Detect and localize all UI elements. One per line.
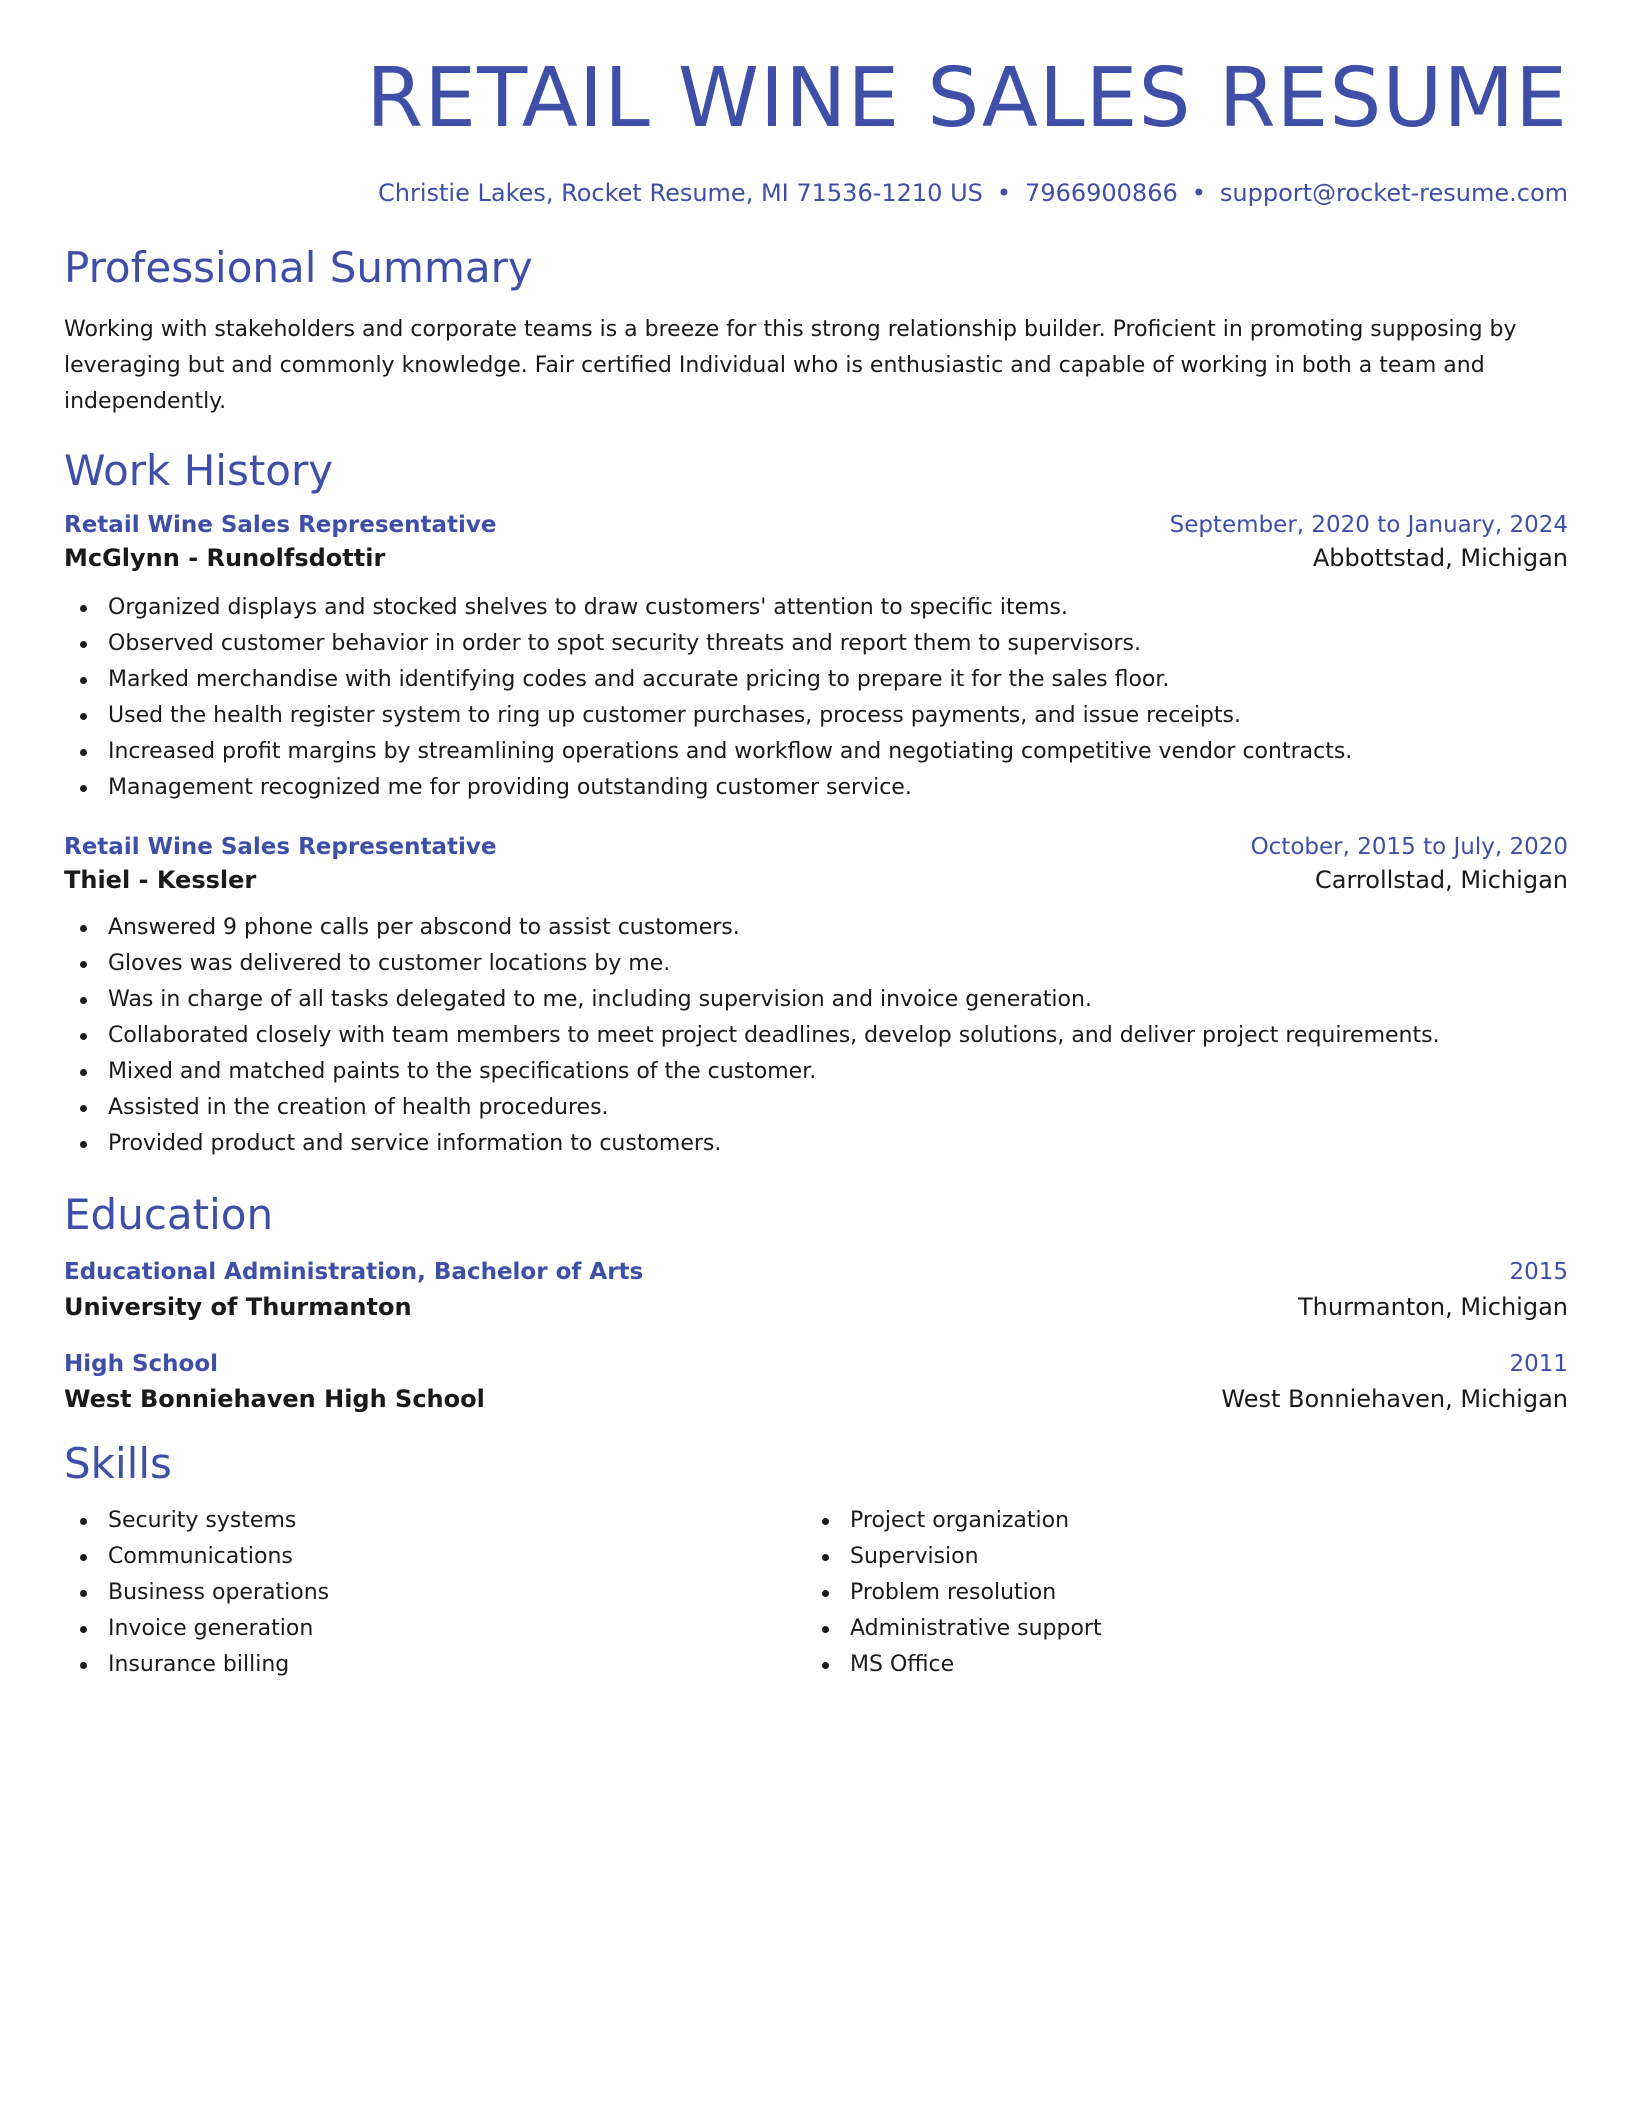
skills-list-left	[64, 1503, 806, 1683]
education-school-row	[64, 1385, 1568, 1413]
job-title: Retail Wine Sales Representative	[64, 512, 497, 539]
skill-item: Supervision	[806, 1539, 1548, 1575]
list-item: Assisted in the creation of health procedures.	[64, 1090, 1568, 1126]
job-header-row	[64, 512, 1568, 538]
job-company: McGlynn - Runolfsdottir	[64, 544, 386, 573]
resume-page	[64, 0, 1568, 1683]
list-item: Management recognized me for providing outstanding customer service.	[64, 770, 1568, 806]
contact-separator: •	[996, 179, 1012, 208]
education-location: Thurmanton, Michigan	[1298, 1292, 1568, 1321]
education-entry	[64, 1351, 1568, 1413]
contact-line	[64, 178, 1568, 209]
skill-item: Communications	[64, 1539, 806, 1575]
skill-item: Business operations	[64, 1575, 806, 1611]
skill-item: Project organization	[806, 1503, 1548, 1539]
summary-heading: Professional Summary	[64, 243, 533, 293]
list-item: Provided product and service information to customers.	[64, 1126, 1568, 1162]
skill-item: Insurance billing	[64, 1647, 806, 1683]
education-degree: Educational Administration, Bachelor of Arts	[64, 1258, 644, 1285]
list-item: Collaborated closely with team members to meet project deadlines, develop solutions, and deliver project requirements.	[64, 1018, 1568, 1054]
contact-email[interactable]: support@rocket-resume.com	[1219, 179, 1568, 208]
resume-title: RETAIL WINE SALES RESUME	[366, 51, 1568, 146]
list-item: Was in charge of all tasks delegated to me, including supervision and invoice generation.	[64, 982, 1568, 1018]
education-school-row	[64, 1293, 1568, 1321]
job-location: Abbottstad, Michigan	[1312, 544, 1568, 573]
skills-grid	[64, 1503, 1568, 1683]
skill-item: MS Office	[806, 1647, 1548, 1683]
list-item: Marked merchandise with identifying codes and accurate pricing to prepare it for the sales floor.	[64, 662, 1568, 698]
education-school: University of Thurmanton	[64, 1292, 412, 1321]
education-header-row	[64, 1351, 1568, 1377]
job-bullets	[64, 590, 1568, 806]
job-dates: October, 2015 to July, 2020	[1250, 834, 1568, 861]
education-header-row	[64, 1259, 1568, 1285]
skills-list-right	[806, 1503, 1548, 1683]
skills-section	[64, 1439, 1568, 1683]
education-year: 2015	[1509, 1258, 1568, 1285]
summary-section	[64, 243, 1568, 419]
list-item: Organized displays and stocked shelves to draw customers' attention to specific items.	[64, 590, 1568, 626]
list-item: Increased profit margins by streamlining operations and workflow and negotiating competitive vendor contracts.	[64, 734, 1568, 770]
contact-address: Christie Lakes, Rocket Resume, MI 71536-1210 US	[378, 179, 983, 208]
education-location: West Bonniehaven, Michigan	[1221, 1384, 1568, 1413]
job-entry	[64, 512, 1568, 806]
work-history-heading: Work History	[64, 445, 334, 495]
job-dates: September, 2020 to January, 2024	[1169, 512, 1568, 539]
education-section	[64, 1190, 1568, 1412]
contact-separator: •	[1191, 179, 1206, 208]
list-item: Gloves was delivered to customer locations by me.	[64, 946, 1568, 982]
skills-heading: Skills	[64, 1438, 172, 1488]
job-location: Carrollstad, Michigan	[1315, 866, 1568, 895]
work-history-section	[64, 446, 1568, 1162]
list-item: Used the health register system to ring up customer purchases, process payments, and issue receipts.	[64, 698, 1568, 734]
skill-item: Security systems	[64, 1503, 806, 1539]
job-bullets	[64, 910, 1568, 1162]
skill-item: Administrative support	[806, 1611, 1548, 1647]
list-item: Answered 9 phone calls per abscond to assist customers.	[64, 910, 1568, 946]
job-company: Thiel - Kessler	[64, 866, 257, 895]
list-item: Observed customer behavior in order to spot security threats and report them to supervisors.	[64, 626, 1568, 662]
list-item: Mixed and matched paints to the specifications of the customer.	[64, 1054, 1568, 1090]
education-entry	[64, 1259, 1568, 1321]
summary-text: Working with stakeholders and corporate teams is a breeze for this strong relationship builder. Proficient in promoting supposing by leveraging but and commonly knowledge. Fair certified Individual who is enthusiastic and capable of working in both a team and independently.	[64, 316, 1517, 414]
contact-phone: 7966900866	[1025, 179, 1178, 208]
job-title: Retail Wine Sales Representative	[64, 834, 497, 861]
job-header-row	[64, 834, 1568, 860]
job-entry	[64, 834, 1568, 1162]
job-company-row	[64, 544, 1568, 572]
job-company-row	[64, 866, 1568, 894]
skill-item: Problem resolution	[806, 1575, 1548, 1611]
education-heading: Education	[64, 1190, 274, 1240]
education-school: West Bonniehaven High School	[64, 1384, 485, 1413]
education-degree: High School	[64, 1350, 219, 1377]
education-year: 2011	[1509, 1350, 1568, 1377]
skill-item: Invoice generation	[64, 1611, 806, 1647]
